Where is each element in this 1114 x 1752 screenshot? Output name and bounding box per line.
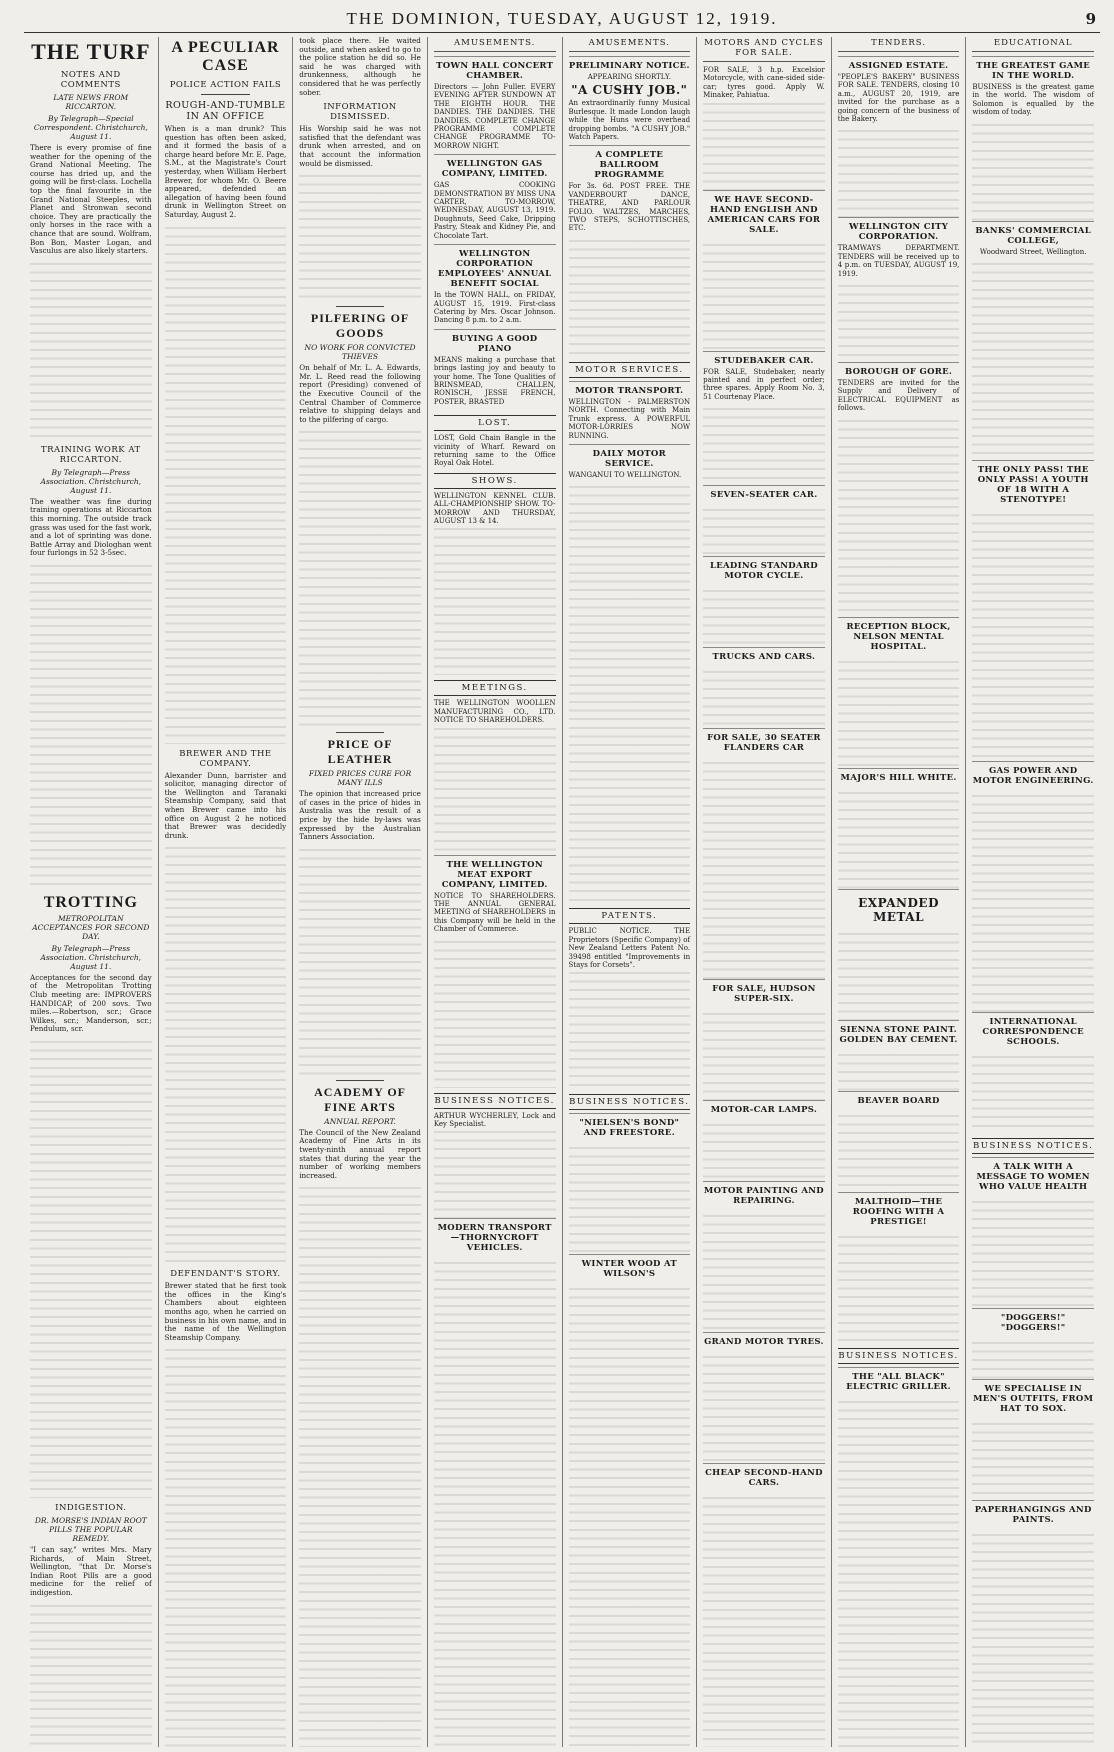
text-block	[703, 241, 825, 351]
text-block	[838, 1112, 960, 1192]
ad-heading: WE SPECIALISE IN MEN'S OUTFITS, FROM HAT TO SOX.	[973, 1384, 1094, 1415]
text-block	[703, 1494, 825, 1747]
corporation-social-ad	[434, 244, 556, 329]
masthead	[24, 6, 1100, 33]
ad-heading: TRUCKS AND CARS.	[712, 652, 816, 663]
ad-body: An extraordinarily funny Musical Burlesque. It made London laugh while the Huns were overhead dropping bombs. "A CUSHY JOB." Watch Papers.	[568, 99, 691, 142]
text-block	[165, 844, 287, 1264]
ad-heading: EXPANDED METAL	[858, 895, 939, 924]
text-block	[434, 1259, 556, 1747]
text-block	[299, 428, 421, 728]
ad-heading: MAJOR'S HILL WHITE.	[840, 772, 957, 783]
text-block	[703, 1010, 825, 1100]
text-block	[30, 1602, 152, 1747]
ad-heading: SIENNA STONE PAINT. GOLDEN BAY CEMENT.	[839, 1024, 958, 1045]
ad-heading: MALTHOID—THE ROOFING WITH A PRESTIGE!	[852, 1196, 945, 1227]
academy-heading: ACADEMY OF FINE ARTS	[314, 1084, 406, 1114]
text-block	[434, 938, 556, 1088]
rough-and-tumble-subheading: ROUGH-AND-TUMBLE IN AN OFFICE	[165, 100, 286, 122]
cushy-job-title: "A CUSHY JOB."	[571, 83, 688, 98]
turf-heading: THE TURF	[31, 39, 151, 64]
training-heading: TRAINING WORK AT RICCARTON.	[40, 444, 141, 465]
business-notices-heading: BUSINESS NOTICES.	[972, 1138, 1094, 1154]
text-block	[703, 506, 825, 556]
ad-body: "PEOPLE'S BAKERY" BUSINESS FOR SALE. TENDERS, closing 10 a.m., AUGUST 20, 1919, are invited for the purchase as a going concern of the business of the Bakery.	[837, 73, 960, 124]
academy-dek: ANNUAL REPORT.	[324, 1116, 396, 1126]
indigestion-heading: INDIGESTION.	[55, 1503, 127, 1514]
thornycroft-ad	[434, 1218, 556, 1259]
ad-heading: MOTOR TRANSPORT.	[575, 385, 684, 396]
brewer-company-subheading: BREWER AND THE COMPANY.	[179, 748, 272, 769]
police-action-subheading: POLICE ACTION FAILS	[169, 80, 282, 90]
text-block	[703, 100, 825, 190]
ad-heading: BUYING A GOOD PIANO	[451, 333, 538, 354]
text-block	[703, 587, 825, 647]
ad-body: WANGANUI TO WELLINGTON.	[568, 470, 682, 479]
seven-seater-ad	[703, 485, 825, 506]
motor-tyres-ad	[703, 1332, 825, 1353]
training-body: The weather was fine during training operations at Riccarton this morning. The outside track grass was used for the fast work, and a lot of sprinting was done. Battle Array and Diologhan went four furlongs in 52 3-5sec.	[30, 496, 152, 558]
ad-heading: LEADING STANDARD MOTOR CYCLE.	[709, 561, 818, 582]
text-block	[703, 1353, 825, 1463]
ad-body: APPEARING SHORTLY.	[587, 73, 671, 81]
ad-heading: RECEPTION BLOCK, NELSON MENTAL HOSPITAL.	[846, 621, 951, 652]
leather-heading: PRICE OF LEATHER	[327, 737, 393, 767]
ad-heading: GAS POWER AND MOTOR ENGINEERING.	[972, 766, 1094, 787]
ad-heading: WINTER WOOD AT WILSON'S	[581, 1259, 678, 1280]
text-block	[569, 237, 691, 357]
ad-body: Woodward Street, Wellington.	[979, 247, 1087, 256]
shows-section-heading: SHOWS.	[434, 473, 556, 489]
divider	[336, 732, 385, 733]
text-block	[703, 1212, 825, 1332]
peculiar-case-heading: A PECULIAR CASE	[171, 39, 280, 74]
ad-heading: STUDEBAKER CAR.	[714, 355, 814, 366]
information-dismissed-subheading: INFORMATION DISMISSED.	[323, 102, 397, 123]
column-2	[159, 37, 294, 1747]
trucks-cars-ad	[703, 647, 825, 668]
stenotype-ad	[972, 460, 1094, 511]
trotting-body: Acceptances for the second day of the Metropolitan Trotting Club meeting are: IMPROVERS HANDICAP, of 200 sovs. Two miles.—Robertson, scr.; Grace Wilkes, scr.; Manderson, scr.; Pendulum, scr.	[30, 972, 152, 1034]
column-7	[832, 37, 967, 1747]
preliminary-notice-ad	[569, 56, 691, 145]
city-corporation-ad	[838, 217, 960, 282]
ad-heading: PAPERHANGINGS AND PAINTS.	[974, 1505, 1092, 1526]
text-block	[30, 260, 152, 440]
banks-college-ad	[972, 221, 1094, 260]
paperhangings-ad	[972, 1500, 1094, 1531]
amusements-column-heading: AMUSEMENTS.	[434, 37, 556, 52]
woollen-company-notice: THE WELLINGTON WOOLLEN MANUFACTURING CO., LTD. NOTICE TO SHAREHOLDERS.	[433, 699, 556, 725]
motor-transport-ad	[569, 381, 691, 444]
turf-byline: By Telegraph—Special Correspondent. Christchurch, August 11.	[33, 114, 148, 141]
meetings-section-heading: MEETINGS.	[434, 680, 556, 696]
gas-power-ad	[972, 761, 1094, 792]
correspondence-schools-ad	[972, 1012, 1094, 1053]
ad-heading: FOR SALE, HUDSON SUPER-SIX.	[712, 984, 816, 1005]
ad-heading: THE ONLY PASS! THE ONLY PASS! A YOUTH OF 18 WITH A STENOTYPE!	[977, 465, 1089, 506]
locksmith-ad: ARTHUR WYCHERLEY, Lock and Key Specialist.	[433, 1111, 556, 1129]
ad-body: WELLINGTON - PALMERSTON NORTH. Connecting with Main Trunk express. A POWERFUL MOTOR-LORRIES NOW RUNNING.	[568, 397, 691, 440]
excelsior-ad: FOR SALE, 3 h.p. Excelsior Motorcycle, with cane-sided side-car; tyres good. Apply W. Minaker, Pahiatua.	[703, 66, 825, 100]
tenders-column-heading: TENDERS.	[838, 37, 960, 52]
text-block	[299, 172, 421, 302]
text-block	[972, 1339, 1094, 1379]
ad-heading: DAILY MOTOR SERVICE.	[592, 448, 666, 469]
studebaker-ad	[703, 351, 825, 406]
ad-heading: WELLINGTON GAS COMPANY, LIMITED.	[441, 159, 548, 180]
ad-body: BUSINESS is the greatest game in the world. The wisdom of Solomon is equalled by the wisdom of today.	[972, 83, 1094, 117]
motors-column-heading: MOTORS AND CYCLES FOR SALE.	[703, 37, 825, 62]
defendant-story-subheading: DEFENDANT'S STORY.	[170, 1269, 281, 1280]
text-block	[972, 1198, 1094, 1308]
text-block	[569, 483, 691, 903]
malthoid-ad	[838, 1192, 960, 1233]
ad-body: In the TOWN HALL, on FRIDAY, AUGUST 15, 1919. First-class Catering by Mrs. Oscar Johnson. Dancing 8 p.m. to 2 a.m.	[433, 291, 556, 325]
pilfering-heading: PILFERING OF GOODS	[310, 311, 410, 341]
hudson-ad	[703, 979, 825, 1010]
second-hand-cars-ad	[703, 190, 825, 241]
divider	[336, 306, 385, 307]
ad-heading: THE WELLINGTON MEAT EXPORT COMPANY, LIMITED.	[441, 859, 548, 890]
brewer-company-body: Alexander Dunn, barrister and solicitor, managing director of the Wellington and Taranaki Steamship Company, said that when Brewer came into his office on August 2 he noticed that Brewer was decidedly drunk.	[164, 770, 287, 840]
ad-heading: ASSIGNED ESTATE.	[848, 61, 949, 71]
text-block	[165, 1346, 287, 1747]
text-block	[838, 282, 960, 362]
text-block	[30, 562, 152, 892]
text-block	[838, 658, 960, 768]
ad-heading: GRAND MOTOR TYRES.	[704, 1337, 824, 1348]
text-block	[703, 405, 825, 485]
text-block	[838, 1233, 960, 1343]
ad-heading: MOTOR-CAR LAMPS.	[710, 1105, 818, 1116]
text-block	[838, 127, 960, 217]
ad-body: GAS COOKING DEMONSTRATION BY MISS UNA CARTER, TO-MORROW, WEDNESDAY, AUGUST 13, 1919. Doughnuts, Seed Cake, Dripping Pastry, Steak and Kidney Pie, and Chocolate Tart.	[433, 181, 556, 240]
pilfering-body: On behalf of Mr. L. A. Edwards, Mr. L. Reed read the following report (Presiding) convened of the Executive Council of the Central Chamber of Commerce relative to shipping delays and to the pilfering of cargo.	[299, 363, 421, 424]
text-block	[299, 846, 421, 1076]
ad-heading: A COMPLETE BALLROOM PROGRAMME	[594, 150, 665, 181]
majors-hill-ad	[838, 768, 960, 789]
ad-heading: WELLINGTON CITY CORPORATION.	[849, 222, 949, 243]
ad-heading: WE HAVE SECOND-HAND ENGLISH AND AMERICAN CARS FOR SALE.	[707, 194, 821, 235]
text-block	[434, 1128, 556, 1218]
ad-body: NOTICE TO SHAREHOLDERS. THE ANNUAL GENERAL MEETING of SHAREHOLDERS in this Company will be held in the Chamber of Commerce.	[433, 891, 556, 934]
ad-heading: BEAVER BOARD	[857, 1095, 940, 1106]
column-1	[24, 37, 159, 1747]
text-block	[972, 260, 1094, 460]
text-block	[434, 725, 556, 855]
patents-heading: PATENTS.	[569, 908, 691, 924]
flanders-ad	[703, 728, 825, 759]
text-block	[703, 759, 825, 979]
ad-body: MEANS making a purchase that brings lasting joy and beauty to your home. The Tone Qualities of BRINSMEAD, CHALLEN, RONISCH, JESSE FRENCH, POSTER, BRASTED	[433, 355, 556, 406]
text-block	[972, 1420, 1094, 1500]
expanded-metal-ad	[838, 889, 960, 930]
text-block	[838, 1398, 960, 1747]
ad-heading: A TALK WITH A MESSAGE TO WOMEN WHO VALUE HEALTH	[976, 1162, 1090, 1193]
lost-section-heading: LOST.	[434, 415, 556, 431]
electric-griller-ad	[838, 1367, 960, 1398]
patents-notice: PUBLIC NOTICE. THE Proprietors (Specific Company) of New Zealand Letters Patent No. 39498 entitled "Improvements in Stays for Corsets".	[568, 927, 691, 969]
ad-heading: CHEAP SECOND-HAND CARS.	[705, 1468, 823, 1489]
ad-heading: THE GREATEST GAME IN THE WORLD.	[976, 61, 1091, 81]
text-block	[569, 1285, 691, 1747]
text-block	[434, 525, 556, 675]
text-block	[838, 417, 960, 617]
text-block	[165, 224, 287, 744]
text-block	[703, 668, 825, 728]
training-byline: By Telegraph—Press Association. Christchurch, August 11.	[40, 467, 142, 495]
ad-body: TENDERS are invited for the Supply and Delivery of ELECTRICAL EQUIPMENT as follows.	[837, 379, 960, 413]
mens-outfits-ad	[972, 1379, 1094, 1420]
town-hall-ad	[434, 56, 556, 154]
column-3	[293, 37, 428, 1747]
assigned-estate-ad	[838, 56, 960, 127]
trotting-byline: By Telegraph—Press Association. Christchurch, August 11.	[40, 943, 142, 971]
ad-body: For 3s. 6d. POST FREE. THE VANDERBOURT DANCE, THEATRE, AND PARLOUR FOLIO. WALTZES, MARCHES, TWO STEPS, SCHOTTISCHES, ETC.	[568, 182, 691, 233]
ad-heading: TOWN HALL CONCERT CHAMBER.	[436, 61, 554, 81]
text-block	[972, 121, 1094, 221]
text-block	[569, 1144, 691, 1254]
borough-gore-ad	[838, 362, 960, 417]
trotting-heading: TROTTING	[43, 893, 138, 911]
defendant-story-body: Brewer stated that he first took the offices in the King's Chambers about eighteen months ago, when he carried on business in his own name, and in the name of the Wellington Steamship Company.	[164, 1281, 287, 1342]
nelson-hospital-ad	[838, 617, 960, 658]
meat-export-notice	[434, 855, 556, 938]
ad-body: Directors — John Fuller. EVERY EVENING AFTER SUNDOWN AT THE EIGHTH HOUR. THE DANDIES. THE DANDIES. THE DANDIES. COMPLETE CHANGE PROGRAMME COMPLETE CHANGE PROGRAMME TO-MORROW NIGHT.	[433, 83, 556, 150]
lost-notice: LOST, Gold Chain Bangle in the vicinity of Wharf. Reward on returning same to the Office Royal Oak Hotel.	[433, 434, 556, 468]
amusements-column-heading: AMUSEMENTS.	[569, 37, 691, 52]
nielsens-bond-ad	[569, 1113, 691, 1144]
indigestion-body: "I can say," writes Mrs. Mary Richards, of Main Street, Wellington, "that Dr. Morse's Indian Root Pills are a good medicine for the relief of indigestion.	[30, 1545, 152, 1597]
ad-heading: "NIELSEN'S BOND" AND FREESTORE.	[579, 1118, 680, 1139]
business-notices-heading: BUSINESS NOTICES.	[838, 1348, 960, 1364]
divider	[336, 1080, 385, 1081]
trotting-dek: METROPOLITAN ACCEPTANCES FOR SECOND DAY.	[32, 913, 150, 941]
text-block	[838, 930, 960, 1020]
peculiar-case-body: When is a man drunk? This question has often been asked, and it formed the basis of a charge heard before Mr. E. Page, S.M., at the Magistrate's Court yesterday, when William Herbert Brewer, for whom Mr. O. Beere appeared, defended an allegation of having been found drunk in Wellington Street on Saturday, August 2.	[164, 124, 287, 219]
peculiar-case-continued: took place there. He waited outside, and when asked to go to the police station he did so. He said he was charged with drunkenness, although he considered that he was perfectly sober.	[299, 37, 421, 97]
ad-heading: BOROUGH OF GORE.	[844, 367, 953, 378]
motor-painting-ad	[703, 1181, 825, 1212]
leather-dek: FIXED PRICES CURE FOR MANY ILLS	[308, 769, 412, 788]
text-block	[972, 511, 1094, 761]
car-lamps-ad	[703, 1100, 825, 1121]
piano-ad	[434, 329, 556, 410]
ad-body: TRAMWAYS DEPARTMENT. TENDERS will be received up to 4 p.m. on TUESDAY, AUGUST 19, 1919.	[837, 244, 960, 278]
text-block	[972, 1053, 1094, 1133]
divider	[201, 94, 250, 95]
indigestion-dek: DR. MORSE'S INDIAN ROOT PILLS THE POPULAR REMEDY.	[34, 1516, 147, 1544]
page-number: 9	[1085, 10, 1096, 28]
text-block	[30, 1038, 152, 1498]
ad-heading: SEVEN-SEATER CAR.	[710, 490, 818, 501]
ad-heading: THE "ALL BLACK" ELECTRIC GRILLER.	[846, 1371, 951, 1392]
turf-dek: LATE NEWS FROM RICCARTON.	[53, 93, 129, 111]
women-health-ad	[972, 1157, 1094, 1198]
text-block	[569, 969, 691, 1089]
column-8	[966, 37, 1100, 1747]
turf-body: There is every promise of fine weather for the opening of the Grand National Meeting. The course has dried up, and the going will be first-class. Lochella top the final favourite in the Grand National Steeples, with Planet and Stronwan second choice. They are practically the only horses in the race with a chance that are sound. Wolfram, Bon Bon, Master Logan, and Vasculus are also likely starters.	[30, 143, 152, 256]
business-notices-heading: BUSINESS NOTICES.	[434, 1093, 556, 1109]
leather-body: The opinion that increased price of cases in the price of hides in Australia was the result of a price by the hide by-laws was expressed by the Australian Tanners Association.	[299, 789, 421, 842]
columns	[24, 37, 1100, 1747]
academy-body: The Council of the New Zealand Academy of Fine Arts in its twenty-ninth annual report states that during the year the number of working members increased.	[299, 1127, 421, 1180]
gas-company-ad	[434, 154, 556, 244]
daily-motor-service-ad	[569, 444, 691, 483]
text-block	[703, 1121, 825, 1181]
motor-services-heading: MOTOR SERVICES.	[569, 362, 691, 378]
ad-heading: "DOGGERS!" "DOGGERS!"	[1000, 1313, 1066, 1334]
ad-heading: MOTOR PAINTING AND REPAIRING.	[703, 1186, 824, 1207]
ad-body: FOR SALE, Studebaker, nearly painted and in perfect order; three spares. Apply Room No. 3, 51 Courtenay Place.	[703, 367, 825, 401]
text-block	[972, 1531, 1094, 1747]
sienna-stone-ad	[838, 1020, 960, 1051]
kennel-club-ad: WELLINGTON KENNEL CLUB. ALL-CHAMPIONSHIP SHOW. TO-MORROW AND THURSDAY, AUGUST 13 & 14.	[433, 491, 556, 525]
pilfering-dek: NO WORK FOR CONVICTED THIEVES	[304, 343, 416, 362]
column-5	[563, 37, 698, 1747]
beaver-board-ad	[838, 1091, 960, 1112]
ad-heading: INTERNATIONAL CORRESPONDENCE SCHOOLS.	[982, 1017, 1084, 1048]
ballroom-programme-ad	[569, 145, 691, 236]
winter-wood-ad	[569, 1254, 691, 1285]
ad-heading: BANKS' COMMERCIAL COLLEGE,	[975, 225, 1091, 246]
doggers-ad	[972, 1308, 1094, 1339]
ad-heading: FOR SALE, 30 SEATER FLANDERS CAR	[707, 733, 821, 754]
educational-column-heading: EDUCATIONAL	[972, 37, 1094, 52]
masthead-title: THE DOMINION, TUESDAY, AUGUST 12, 1919.	[346, 9, 778, 28]
turf-subheading: NOTES AND COMMENTS	[60, 70, 121, 90]
motor-cycle-ad	[703, 556, 825, 587]
information-dismissed-body: His Worship said he was not satisfied that the defendant was drunk when arrested, and on that account the information would be dismissed.	[299, 124, 421, 168]
text-block	[972, 792, 1094, 1012]
text-block	[299, 1184, 421, 1747]
column-4	[428, 37, 563, 1747]
ad-heading: MODERN TRANSPORT—THORNYCROFT VEHICLES.	[437, 1223, 552, 1254]
business-notices-heading: BUSINESS NOTICES.	[569, 1094, 691, 1110]
ad-heading: WELLINGTON CORPORATION EMPLOYEES' ANNUAL BENEFIT SOCIAL	[438, 249, 552, 290]
cheap-cars-ad	[703, 1463, 825, 1494]
ad-heading: PRELIMINARY NOTICE.	[568, 61, 690, 71]
column-6	[697, 37, 832, 1747]
text-block	[838, 789, 960, 889]
text-block	[838, 1051, 960, 1091]
greatest-game-ad	[972, 56, 1094, 121]
